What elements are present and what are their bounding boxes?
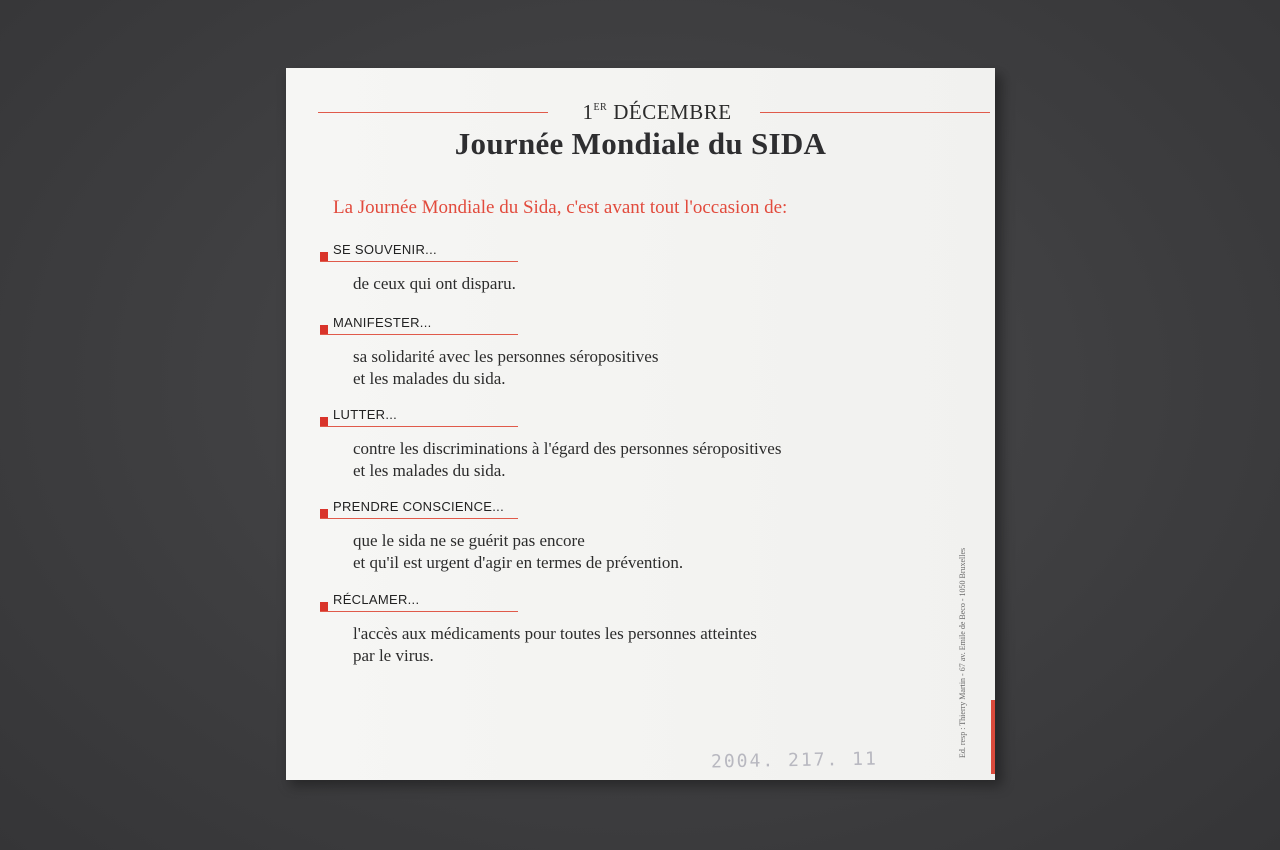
section-se-souvenir	[320, 242, 960, 295]
section-heading: LUTTER...	[333, 407, 398, 422]
section-heading-row	[320, 499, 960, 521]
body-line: et les malades du sida.	[353, 461, 506, 480]
page-title: Journée Mondiale du SIDA	[454, 126, 827, 161]
body-line: et les malades du sida.	[353, 369, 506, 388]
section-body	[353, 438, 960, 482]
date-text	[562, 100, 752, 125]
section-manifester	[320, 315, 960, 390]
section-heading-row	[320, 407, 960, 429]
date-number: 1	[582, 100, 594, 124]
heading-underline	[320, 426, 518, 427]
body-line: et qu'il est urgent d'agir en termes de prévention.	[353, 553, 684, 572]
body-line: sa solidarité avec les personnes séropositives	[353, 347, 659, 366]
section-prendre-conscience	[320, 499, 960, 574]
section-reclamer	[320, 592, 960, 667]
heading-underline	[320, 611, 518, 612]
section-heading: PRENDRE CONSCIENCE...	[333, 499, 504, 514]
red-square-marker	[320, 417, 328, 426]
section-heading-row	[320, 242, 960, 264]
date-rule-right	[760, 112, 990, 113]
intro-text: La Journée Mondiale du Sida, c'est avant tout l'occasion de:	[333, 197, 788, 218]
body-line: l'accès aux médicaments pour toutes les personnes atteintes	[353, 624, 757, 643]
heading-underline	[320, 518, 518, 519]
section-body	[353, 623, 960, 667]
red-page-edge	[991, 700, 995, 774]
heading-underline	[320, 334, 518, 335]
red-square-marker	[320, 509, 328, 518]
section-body	[353, 530, 960, 574]
section-heading-row	[320, 315, 960, 337]
publisher-credit: Ed. resp : Thierry Martin - 67 av. Emile de Beco - 1050 Bruxelles	[958, 547, 967, 758]
date-rule-left	[318, 112, 548, 113]
date-month: DÉCEMBRE	[613, 100, 732, 124]
red-square-marker	[320, 252, 328, 261]
section-heading: SE SOUVENIR...	[333, 242, 437, 257]
body-line: contre les discriminations à l'égard des personnes séropositives	[353, 439, 782, 458]
date-header	[318, 100, 960, 128]
heading-underline	[320, 261, 518, 262]
section-heading: RÉCLAMER...	[333, 592, 420, 607]
section-heading: MANIFESTER...	[333, 315, 432, 330]
body-line: de ceux qui ont disparu.	[353, 274, 516, 293]
section-body	[353, 346, 960, 390]
body-line: par le virus.	[353, 646, 434, 665]
date-suffix: ER	[593, 102, 608, 113]
red-square-marker	[320, 602, 328, 611]
section-body	[353, 273, 960, 295]
body-line: que le sida ne se guérit pas encore	[353, 531, 585, 550]
red-square-marker	[320, 325, 328, 334]
section-heading-row	[320, 592, 960, 614]
leaflet-card	[286, 68, 995, 780]
section-lutter	[320, 407, 960, 482]
inventory-number: 2004. 217. 11	[710, 748, 879, 773]
